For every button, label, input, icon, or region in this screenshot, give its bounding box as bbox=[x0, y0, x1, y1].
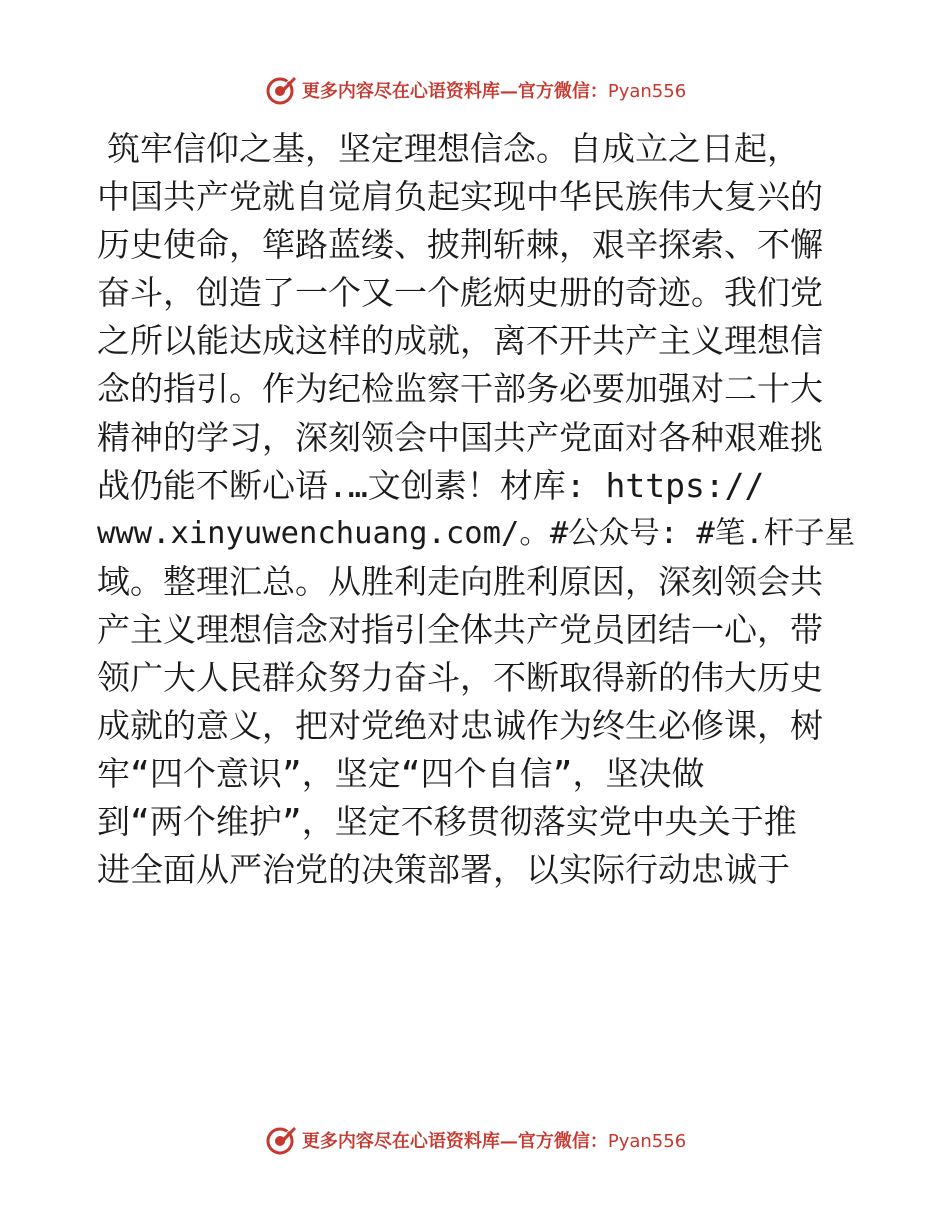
text-line: 精神的学习，深刻领会中国共产党面对各种艰难挑 bbox=[97, 417, 823, 457]
text-line: 战仍能不断心语.…文创素！材库: https:// bbox=[97, 465, 765, 505]
header-banner bbox=[0, 70, 950, 110]
text-line: 历史使命，筚路蓝缕、披荆斩棘，艰辛探索、不懈 bbox=[97, 225, 823, 265]
banner-text: 更多内容尽在心语资料库—官方微信：Pyan556 bbox=[301, 81, 687, 102]
quill-seal-logo-icon bbox=[264, 1123, 298, 1157]
text-line: 进全面从严治党的决策部署，以实际行动忠诚于 bbox=[97, 850, 790, 890]
text-line: www.xinyuwenchuang.com/。#公众号: #笔.杆子星 bbox=[97, 515, 856, 551]
text-line: 中国共产党就自觉肩负起实现中华民族伟大复兴的 bbox=[97, 177, 823, 217]
text-line: 产主义理想信念对指引全体共产党员团结一心，带 bbox=[97, 609, 823, 649]
text-line: 奋斗，创造了一个又一个彪炳史册的奇迹。我们党 bbox=[97, 273, 823, 313]
text-line: 领广大人民群众努力奋斗，不断取得新的伟大历史 bbox=[97, 658, 823, 698]
text-line: 成就的意义，把对党绝对忠诚作为终生必修课，树 bbox=[97, 706, 823, 746]
article-body bbox=[97, 125, 857, 895]
footer-banner bbox=[0, 1120, 950, 1160]
text-line: 到“两个维护”，坚定不移贯彻落实党中央关于推 bbox=[97, 802, 797, 842]
wechat-id: Pyan556 bbox=[607, 81, 687, 102]
text-line: 域。整理汇总。从胜利走向胜利原因，深刻领会共 bbox=[97, 561, 823, 601]
text-line: 念的指引。作为纪检监察干部务必要加强对二十大 bbox=[97, 369, 823, 409]
quill-seal-logo-icon bbox=[264, 73, 298, 107]
banner-text: 更多内容尽在心语资料库—官方微信：Pyan556 bbox=[301, 1131, 687, 1152]
text-line: 筑牢信仰之基，坚定理想信念。自成立之日起， bbox=[107, 129, 800, 168]
wechat-id: Pyan556 bbox=[607, 1131, 687, 1152]
text-line: 牢“四个意识”，坚定“四个自信”，坚决做 bbox=[97, 754, 705, 794]
text-line: 之所以能达成这样的成就，离不开共产主义理想信 bbox=[97, 321, 823, 361]
